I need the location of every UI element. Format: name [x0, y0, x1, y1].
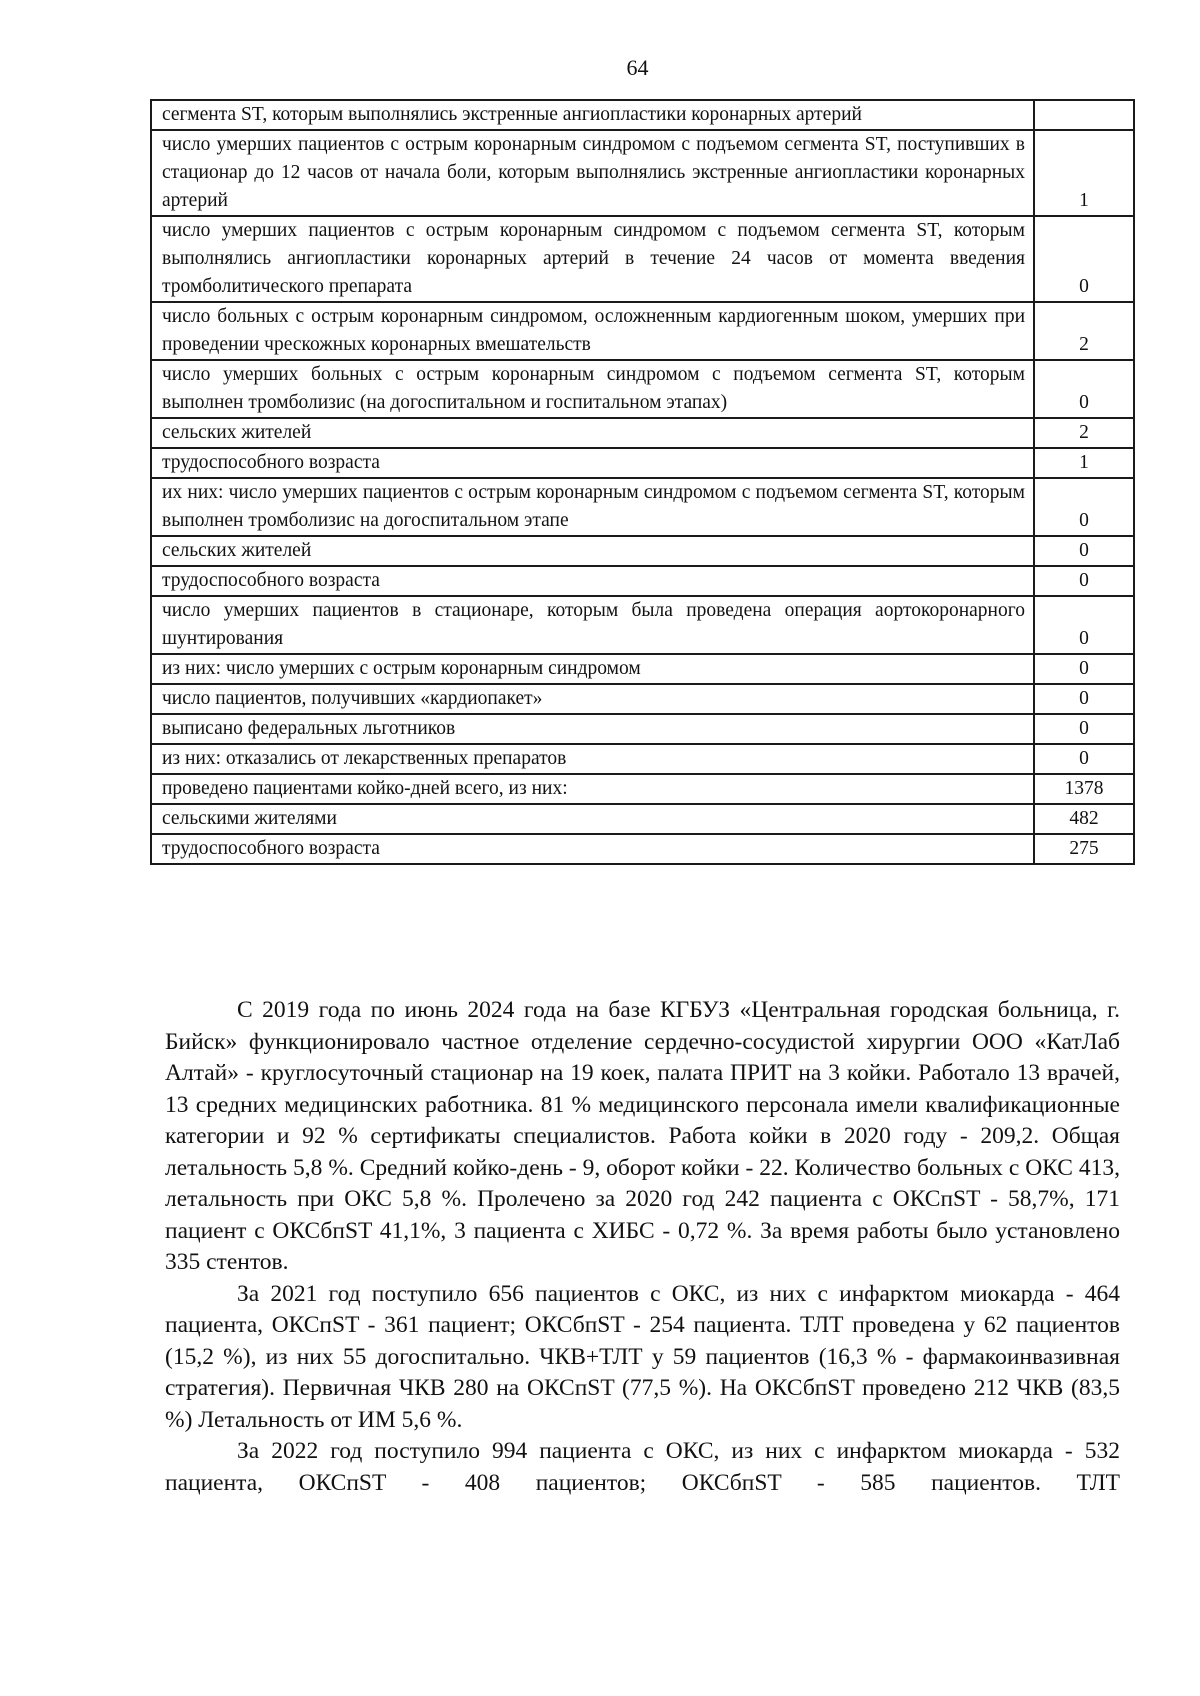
- row-label: число умерших пациентов с острым коронарным синдромом с подъемом сегмента ST, поступивших в стационар до 12 часов от начала боли, которым выполнялись экстренные ангиопластики коронарных артерий: [151, 130, 1034, 216]
- table-row: [151, 566, 1134, 596]
- row-value: 0: [1034, 744, 1134, 774]
- table-row: [151, 130, 1134, 216]
- body-text: [165, 995, 1120, 1499]
- row-value: 1: [1034, 448, 1134, 478]
- table-row: [151, 744, 1134, 774]
- table-row: [151, 714, 1134, 744]
- row-value: 0: [1034, 536, 1134, 566]
- table-row: [151, 684, 1134, 714]
- row-value: 1: [1034, 130, 1134, 216]
- table-row: [151, 100, 1134, 130]
- row-value: [1034, 100, 1134, 130]
- row-value: 482: [1034, 804, 1134, 834]
- row-value: 1378: [1034, 774, 1134, 804]
- row-label: число пациентов, получивших «кардиопакет»: [151, 684, 1034, 714]
- row-label: их них: число умерших пациентов с острым коронарным синдромом с подъемом сегмента ST, которым выполнен тромболизис на догоспитальном этапе: [151, 478, 1034, 536]
- row-value: 0: [1034, 478, 1134, 536]
- table-row: [151, 360, 1134, 418]
- paragraph: За 2021 год поступило 656 пациентов с ОКС, из них с инфарктом миокарда - 464 пациента, ОКСпST - 361 пациент; ОКСбпST - 254 пациента. ТЛТ проведена у 62 пациентов (15,2 %), из них 55 догоспитально. ЧКВ+ТЛТ у 59 пациентов (16,3 % - фармакоинвазивная стратегия). Первичная ЧКВ 280 на ОКСпST (77,5 %). На ОКСбпST проведено 212 ЧКВ (83,5 %) Летальность от ИМ 5,6 %.: [165, 1280, 1120, 1433]
- row-label: сельскими жителями: [151, 804, 1034, 834]
- row-label: трудоспособного возраста: [151, 448, 1034, 478]
- table-row: [151, 302, 1134, 360]
- row-label: выписано федеральных льготников: [151, 714, 1034, 744]
- row-value: 275: [1034, 834, 1134, 864]
- table-row: [151, 596, 1134, 654]
- table-row: [151, 774, 1134, 804]
- row-value: 2: [1034, 302, 1134, 360]
- table-row: [151, 654, 1134, 684]
- paragraph: С 2019 года по июнь 2024 года на базе КГБУЗ «Центральная городская больница, г. Бийск» функционировало частное отделение сердечно-сосудистой хирургии ООО «КатЛаб Алтай» - круглосуточный стационар на 19 коек, палата ПРИТ на 3 койки. Работало 13 врачей, 13 средних медицинских работника. 81 % медицинского персонала имели квалификационные категории и 92 % сертификаты специалистов. Работа койки в 2020 году - 209,2. Общая летальность 5,8 %. Средний койко-день - 9, оборот койки - 22. Количество больных с ОКС 413, летальность при ОКС 5,8 %. Пролечено за 2020 год 242 пациента с ОКСпST - 58,7%, 171 пациент с ОКСбпST 41,1%, 3 пациента с ХИБС - 0,72 %. За время работы было установлено 335 стентов.: [165, 997, 1120, 1275]
- table-row: [151, 448, 1134, 478]
- table-row: [151, 216, 1134, 302]
- row-label: трудоспособного возраста: [151, 834, 1034, 864]
- row-label: число умерших пациентов в стационаре, которым была проведена операция аортокоронарного шунтирования: [151, 596, 1034, 654]
- row-value: 0: [1034, 360, 1134, 418]
- table-row: [151, 834, 1134, 864]
- row-label: число умерших пациентов с острым коронарным синдромом с подъемом сегмента ST, которым выполнялись ангиопластики коронарных артерий в течение 24 часов от момента введения тромболитического препарата: [151, 216, 1034, 302]
- paragraph: За 2022 год поступило 994 пациента с ОКС, из них с инфарктом миокарда - 532 пациента, ОКСпST - 408 пациентов; ОКСбпST - 585 пациентов. ТЛТ: [165, 1438, 1120, 1496]
- row-label: проведено пациентами койко-дней всего, из них:: [151, 774, 1034, 804]
- row-value: 2: [1034, 418, 1134, 448]
- row-value: 0: [1034, 216, 1134, 302]
- table-row: [151, 536, 1134, 566]
- table-row: [151, 418, 1134, 448]
- statistics-table: [150, 99, 1135, 865]
- row-value: 0: [1034, 654, 1134, 684]
- row-label: из них: отказались от лекарственных препаратов: [151, 744, 1034, 774]
- row-label: число больных с острым коронарным синдромом, осложненным кардиогенным шоком, умерших при проведении чрескожных коронарных вмешательств: [151, 302, 1034, 360]
- row-label: из них: число умерших с острым коронарным синдромом: [151, 654, 1034, 684]
- page-number: 64: [626, 55, 649, 80]
- table-row: [151, 804, 1134, 834]
- row-value: 0: [1034, 596, 1134, 654]
- row-value: 0: [1034, 714, 1134, 744]
- row-label: трудоспособного возраста: [151, 566, 1034, 596]
- row-label: сегмента ST, которым выполнялись экстренные ангиопластики коронарных артерий: [151, 100, 1034, 130]
- row-value: 0: [1034, 684, 1134, 714]
- row-label: сельских жителей: [151, 536, 1034, 566]
- row-value: 0: [1034, 566, 1134, 596]
- row-label: сельских жителей: [151, 418, 1034, 448]
- row-label: число умерших больных с острым коронарным синдромом с подъемом сегмента ST, которым выполнен тромболизис (на догоспитальном и госпитальном этапах): [151, 360, 1034, 418]
- table-row: [151, 478, 1134, 536]
